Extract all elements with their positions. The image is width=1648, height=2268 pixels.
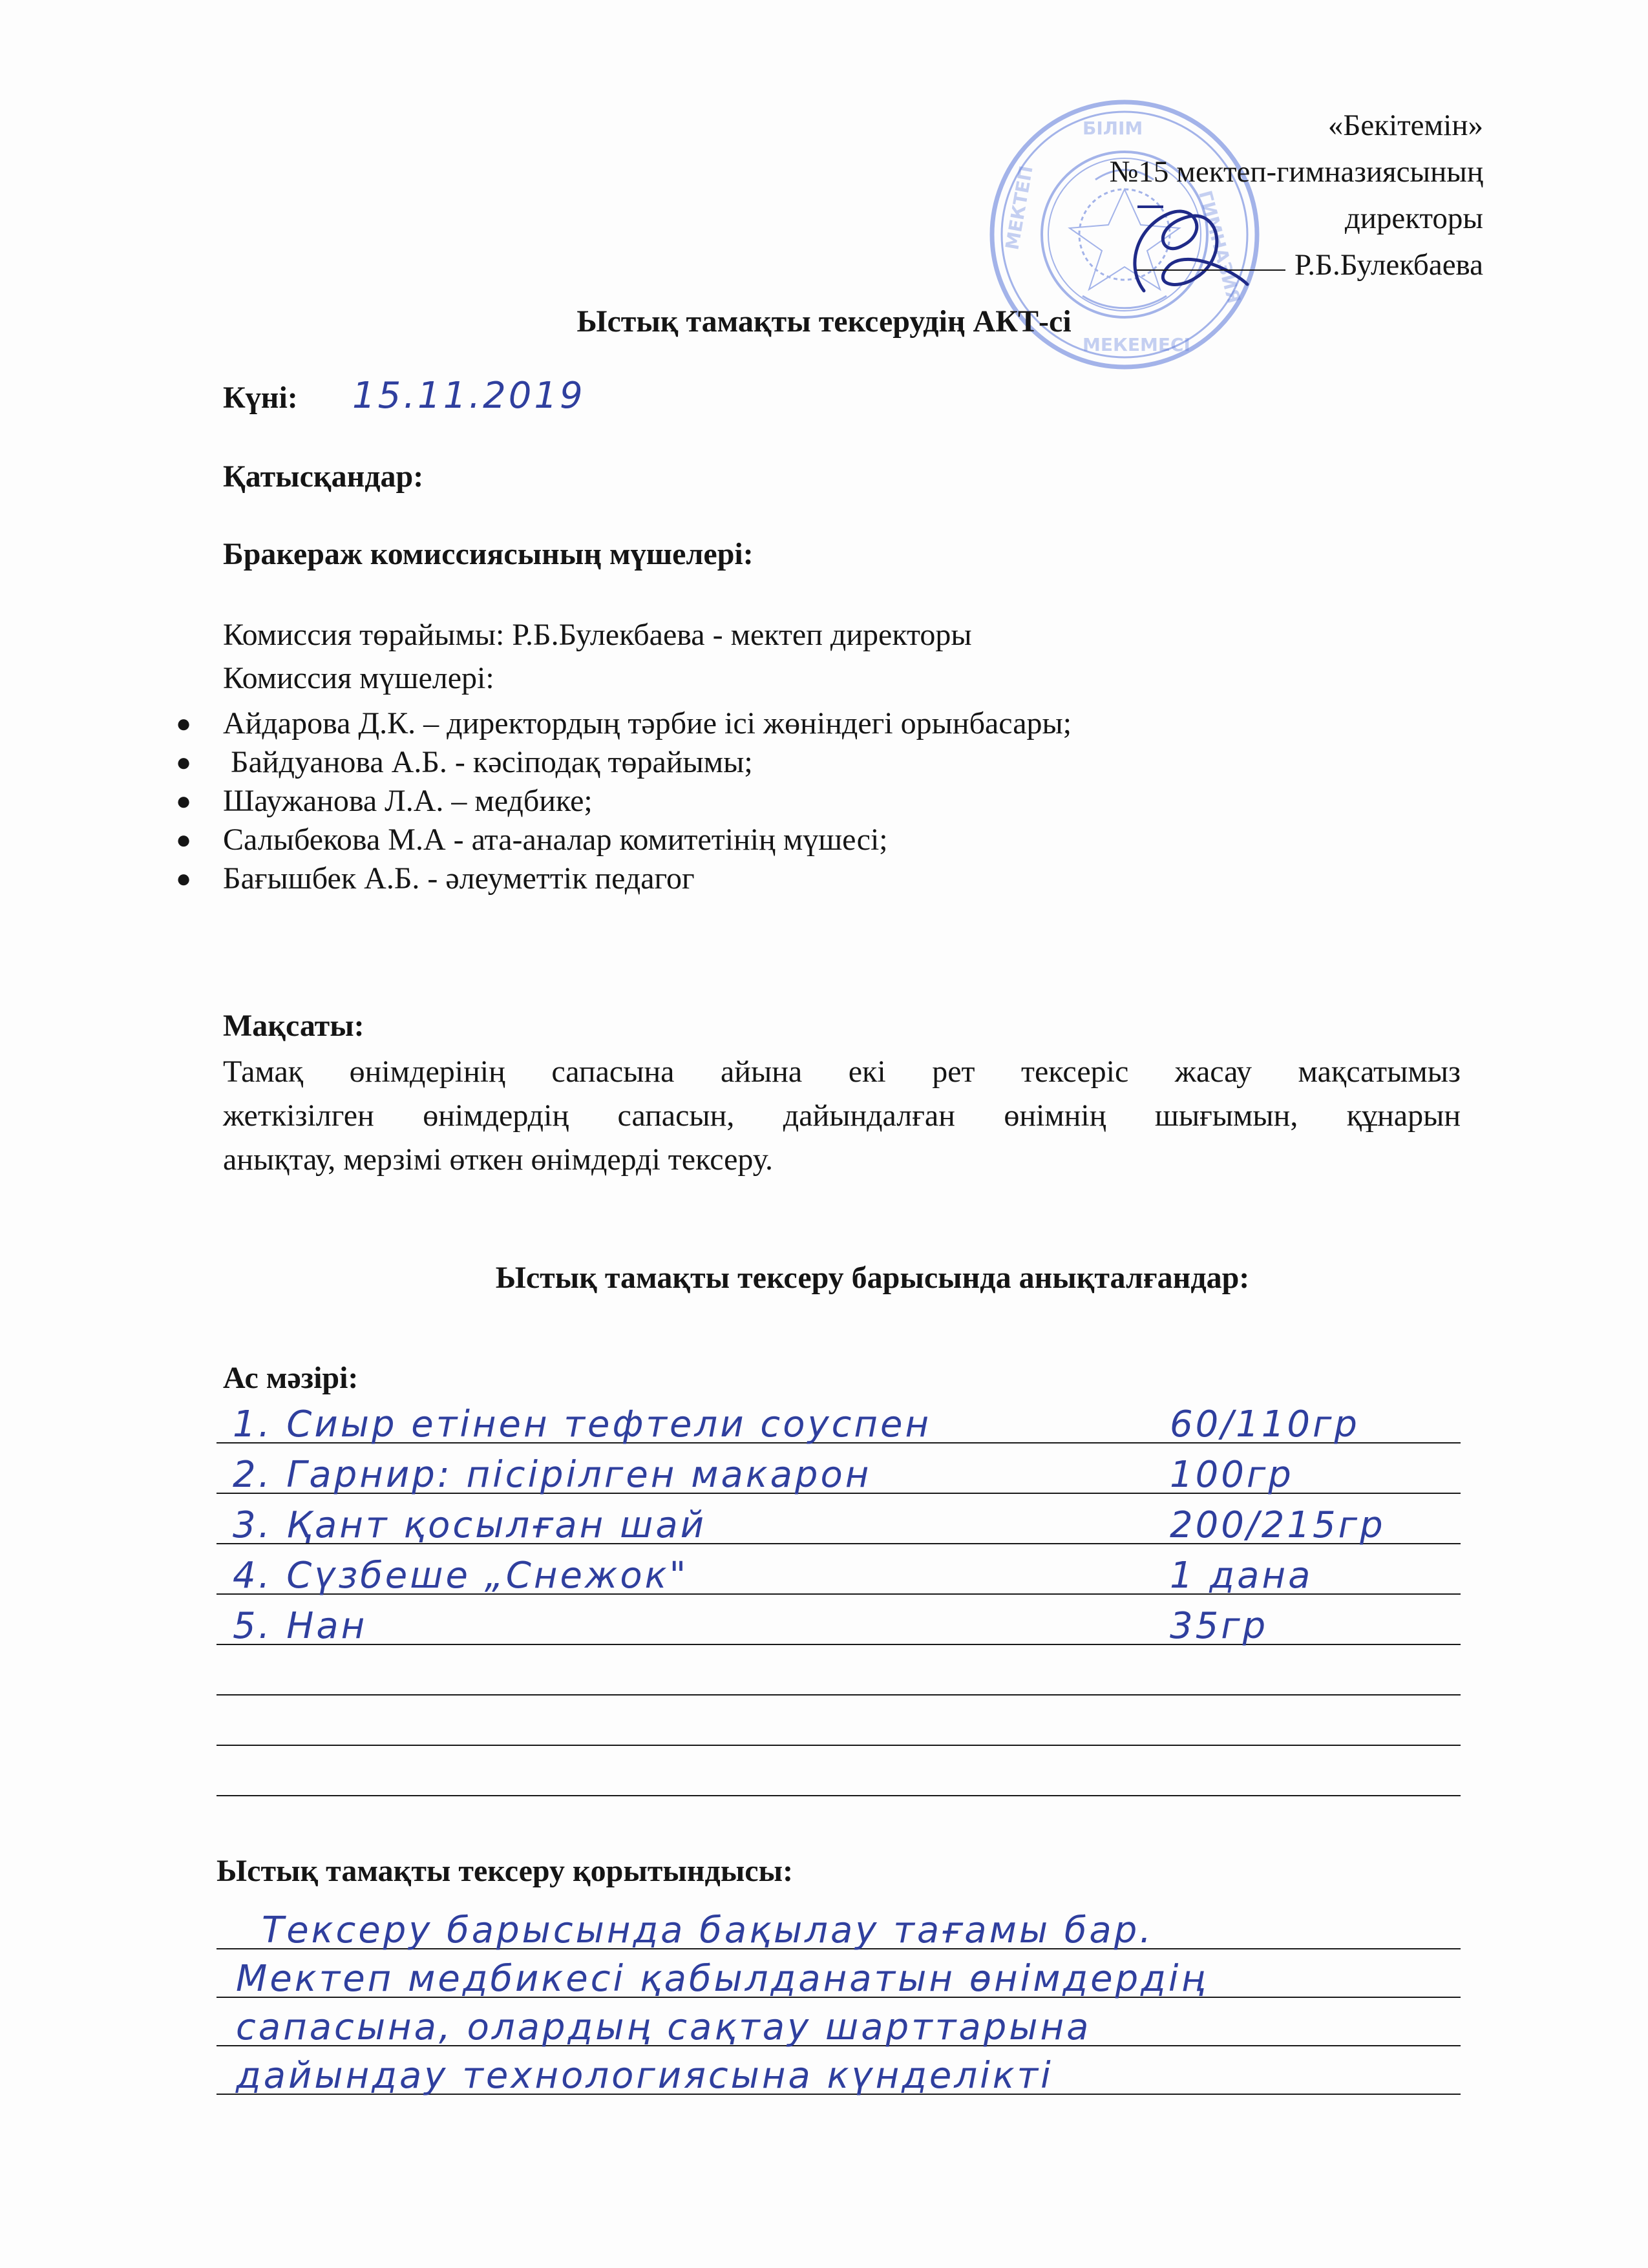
conclusion-line: Тексеру барысында бақылау тағамы бар. xyxy=(262,1909,1154,1951)
list-item: ● Бағышбек А.Б. - әлеуметтік педагог xyxy=(162,859,1072,898)
conclusion-label: Ыстық тамақты тексеру қорытындысы: xyxy=(217,1854,794,1888)
ruled-line xyxy=(217,1795,1461,1796)
menu-item-name: 5. Нан xyxy=(233,1605,368,1647)
goal-label: Мақсаты: xyxy=(223,1009,364,1043)
menu-label: Ас мәзірі: xyxy=(223,1361,359,1395)
svg-text:ГИМНАЗИЯ: ГИМНАЗИЯ xyxy=(1194,188,1245,306)
ruled-line xyxy=(217,1644,1461,1645)
menu-item-name: 4. Сүзбеше „Снежок" xyxy=(233,1555,689,1597)
list-item: ● Салыбекова М.А - ата-аналар комитетінің мүшесі; xyxy=(162,821,1072,859)
conclusion-line: дайындау технологиясына күнделікті xyxy=(236,2055,1053,2097)
menu-item-qty: 200/215гр xyxy=(1170,1504,1386,1546)
date-label: Күні: xyxy=(223,381,298,415)
approval-title: «Бекітемін» xyxy=(1327,109,1483,142)
ruled-line xyxy=(217,1745,1461,1746)
approval-school: №15 мектеп-гимназиясының xyxy=(1109,155,1483,189)
approval-block xyxy=(1110,102,1483,288)
document-title: Ыстық тамақты тексерудің АКТ-сі xyxy=(576,304,1072,339)
svg-text:МЕКЕМЕСІ: МЕКЕМЕСІ xyxy=(1083,334,1190,355)
bullet-icon: ● xyxy=(176,864,192,893)
bullet-icon: ● xyxy=(176,786,192,815)
goal-line: анықтау, мерзімі өткен өнімдерді тексеру. xyxy=(223,1142,773,1177)
date-value: 15.11.2019 xyxy=(352,375,586,417)
conclusion-line: Мектеп медбикесі қабылданатын өнімдердің xyxy=(236,1958,1208,2000)
list-item: ● Шаужанова Л.А. – медбике; xyxy=(162,782,1072,821)
commission-heading: Бракераж комиссиясының мүшелері: xyxy=(223,537,754,571)
svg-text:МЕКТЕП: МЕКТЕП xyxy=(1001,163,1037,252)
svg-text:БІЛІМ: БІЛІМ xyxy=(1083,118,1143,139)
list-item: ● Байдуанова А.Б. - кәсіподақ төрайымы; xyxy=(162,743,1072,782)
menu-item-qty: 100гр xyxy=(1170,1454,1294,1496)
menu-item-name: 2. Гарнир: пісірілген макарон xyxy=(233,1454,872,1496)
menu-item-qty: 1 дана xyxy=(1170,1555,1313,1597)
bullet-icon: ● xyxy=(176,748,192,777)
approval-position: директоры xyxy=(1344,202,1483,235)
findings-heading: Ыстық тамақты тексеру барысында анықталғандар: xyxy=(495,1261,1250,1295)
conclusion-line: сапасына, олардың сақтау шарттарына xyxy=(236,2006,1092,2048)
bullet-icon: ● xyxy=(176,825,192,854)
ruled-line xyxy=(217,1694,1461,1696)
goal-line: Тамақ өнімдерінің сапасына айына екі рет тексеріс жасау мақсатымыз xyxy=(223,1055,1461,1089)
goal-line: жеткізілген өнімдердің сапасын, дайындалған өнімнің шығымын, құнарын xyxy=(223,1098,1461,1133)
members-label: Комиссия мүшелері: xyxy=(223,661,494,695)
menu-item-name: 1. Сиыр етінен тефтели соуспен xyxy=(233,1403,932,1445)
commission-chair: Комиссия төрайымы: Р.Б.Булекбаева - мектеп директоры xyxy=(223,618,972,652)
participants-label: Қатысқандар: xyxy=(223,459,424,494)
members-list xyxy=(162,704,1072,898)
menu-item-name: 3. Қант қосылған шай xyxy=(233,1504,707,1546)
approval-signatory: Р.Б.Булекбаева xyxy=(1110,242,1483,288)
goal-text xyxy=(223,1050,1461,1182)
menu-item-qty: 60/110гр xyxy=(1170,1403,1360,1445)
bullet-icon: ● xyxy=(176,709,192,738)
list-item: ● Айдарова Д.К. – директордың тәрбие ісі жөніндегі орынбасары; xyxy=(162,704,1072,743)
menu-item-qty: 35гр xyxy=(1170,1605,1269,1647)
